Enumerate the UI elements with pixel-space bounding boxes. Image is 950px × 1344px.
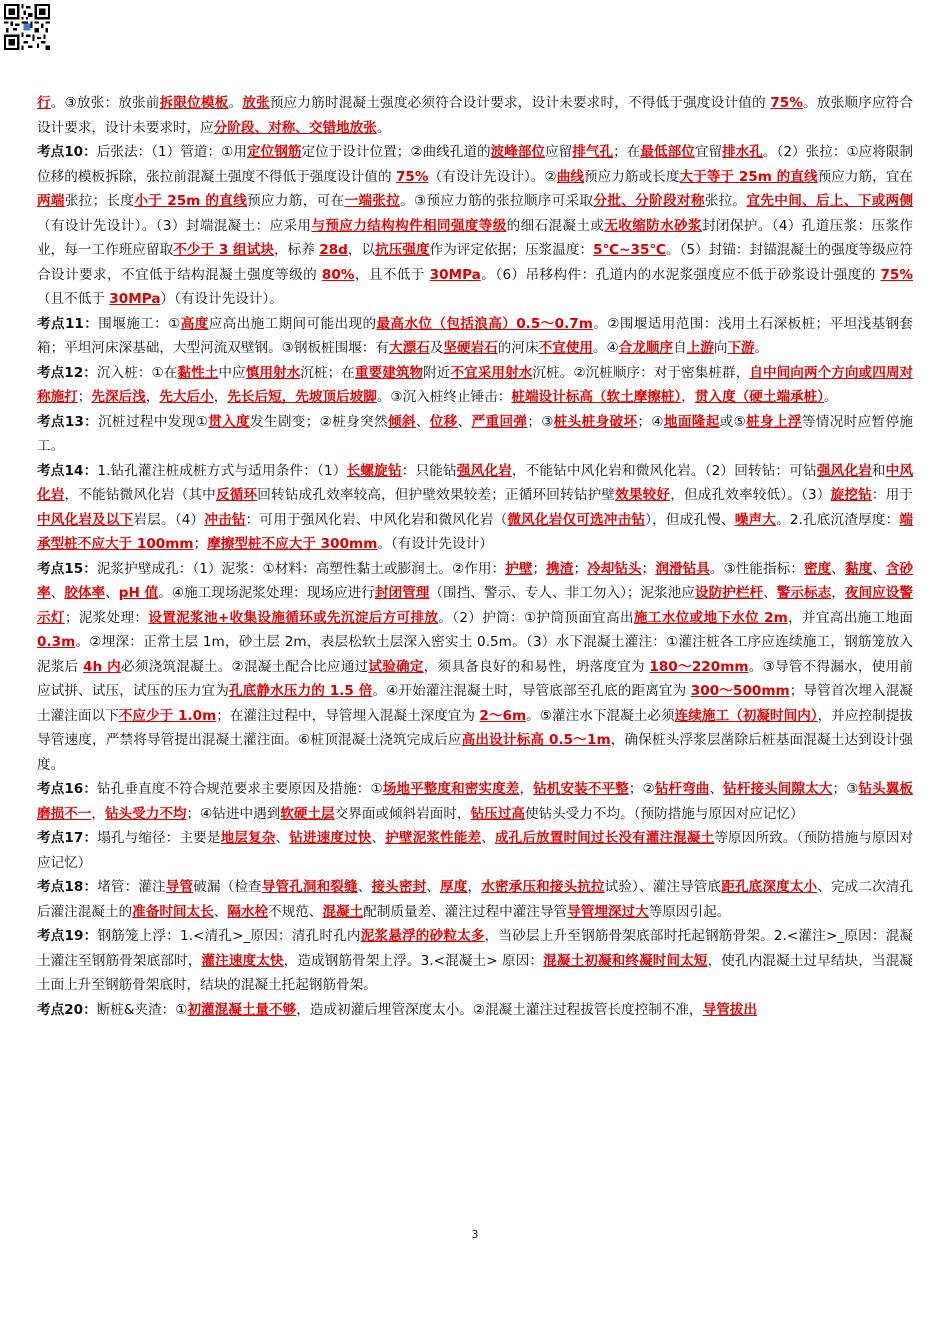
text-run: 的河床: [497, 340, 539, 356]
text-run: 泥浆护壁成孔：（1）泥浆：①材料：高塑性黏土或膨润土。②作用：: [96, 560, 506, 577]
text-run: 沉入桩：①在: [96, 364, 178, 381]
key-phrase: 排水孔: [722, 144, 763, 160]
text-run: 向: [713, 340, 728, 356]
text-run: 宜留: [694, 144, 723, 160]
text-run: ，但成孔效率较低）。（3）: [670, 487, 831, 503]
text-run: ，: [681, 389, 695, 405]
text-run: （有设计先设计）。②: [428, 168, 557, 185]
text-run: 、: [481, 830, 495, 846]
text-run: 。放张顺序应符合设计要求，设计未要求时，应: [37, 95, 914, 136]
point-label: 考点20：: [37, 1001, 97, 1018]
key-phrase: pH 值: [118, 585, 159, 601]
text-run: 。④: [592, 340, 619, 356]
key-phrase: 黏性土: [177, 364, 219, 381]
key-phrase: 先大后小: [159, 389, 214, 405]
text-run: ；: [193, 536, 208, 552]
text-run: 。⑤灌注水下混凝土必须: [526, 707, 675, 724]
key-phrase: 2～6m: [479, 707, 527, 724]
key-phrase: 严重回弹: [471, 413, 528, 430]
text-run: 。: [754, 340, 769, 356]
key-phrase: 不少于 3 组试块: [173, 242, 274, 258]
key-phrase: 携渣: [546, 560, 574, 577]
text-run: 。（6）吊移构件：孔道内的水泥浆强度应不低于砂浆设计强度的: [480, 266, 881, 283]
text-run: 预应力筋，宜在: [817, 168, 914, 185]
point-label: 考点11：: [37, 315, 99, 332]
key-phrase: 中风化岩及以下: [37, 511, 134, 528]
text-run: 中应: [218, 364, 246, 381]
text-run: 预应力筋或长度: [584, 168, 680, 185]
key-phrase: 润滑钻具: [655, 560, 710, 577]
key-phrase: 护壁: [505, 560, 533, 577]
text-run: 。: [376, 119, 391, 136]
paragraph: [37, 459, 913, 557]
key-phrase: 长螺旋钻: [346, 462, 402, 479]
key-phrase: 合龙顺序: [618, 340, 674, 356]
text-run: ；②: [628, 781, 655, 797]
key-phrase: 灌注速度太快: [201, 952, 284, 969]
key-phrase: 导管拔出: [702, 1001, 757, 1018]
text-run: 钢筋笼上浮：1.<清孔>_原因：清孔时孔内: [97, 928, 361, 944]
key-phrase: 高度: [180, 315, 209, 332]
text-run: ，不能钻中风化岩和微风化岩。（2）回转钻：可钻: [511, 462, 817, 479]
text-run: ，: [467, 879, 482, 895]
text-run: 的细石混凝土或: [506, 217, 605, 234]
text-run: 、: [371, 830, 386, 846]
key-phrase: 30MPa: [109, 291, 161, 307]
key-phrase: 30MPa: [429, 266, 481, 283]
key-phrase: 导管: [165, 879, 194, 895]
key-phrase: 钻杆弯曲: [654, 781, 710, 797]
key-phrase: 75%: [770, 95, 803, 111]
key-phrase: 试验确定: [368, 658, 424, 675]
text-run: ：可用于强风化岩、中风化岩和微风化岩（: [245, 511, 508, 528]
text-run: 封闭保护。（4）孔道压浆：压浆作业，每一工作班应留取: [37, 217, 914, 258]
key-phrase: 分批、分阶段对称: [593, 193, 705, 209]
key-phrase: 黏度: [844, 560, 873, 577]
text-run: （围挡、警示、专人、非工勿入）；泥浆池应: [429, 585, 696, 601]
key-phrase: 钻杆接头间隙太大: [723, 781, 833, 797]
paragraph: [37, 361, 913, 410]
key-phrase: 钻进速度过快: [289, 830, 372, 846]
key-phrase: 成孔后放置时间过长没有灌注混凝土: [494, 830, 715, 846]
text-run: ；在: [613, 144, 641, 160]
text-run: 、: [426, 879, 441, 895]
key-phrase: 连续施工（初凝时间内）: [674, 707, 818, 724]
key-phrase: 距孔底深度太小: [721, 879, 818, 895]
key-phrase: 桩头桩身破坏: [553, 413, 638, 430]
key-phrase: 旋挖钻: [830, 487, 872, 503]
key-phrase: 不宜使用: [538, 340, 593, 356]
key-phrase: 下游: [727, 340, 755, 356]
text-run: 沉桩。②沉桩顺序：对于密集桩群，: [532, 364, 750, 381]
paragraph: [37, 875, 913, 924]
key-phrase: 夜间应设警示灯: [37, 585, 914, 626]
paragraph: [37, 557, 913, 778]
point-label: 考点15：: [37, 560, 97, 577]
paragraph: [37, 140, 913, 312]
key-phrase: 隔水栓: [227, 903, 269, 920]
text-run: 。③导管不得漏水，使用前应试拼、试压，试压的压力宜为: [37, 658, 914, 699]
key-phrase: 含砂率: [37, 560, 914, 601]
key-phrase: 波峰部位: [490, 144, 546, 160]
text-run: 。③性能指标：: [709, 560, 804, 577]
key-phrase: 胶体率: [64, 585, 106, 601]
text-run: ；④钻进中遇到: [186, 805, 281, 822]
text-run: 岩层。（4）: [133, 511, 205, 528]
key-phrase: 导管孔洞和裂缝: [261, 879, 358, 895]
text-run: 或⑤: [719, 413, 747, 430]
text-run: 配制质量差、灌注过程中灌注导管: [363, 903, 568, 920]
key-phrase: 孔底静水压力的 1.5 倍: [228, 683, 373, 699]
key-phrase: 最高水位（包括浪高）0.5～0.7m: [376, 315, 593, 332]
text-run: ，不能钻微风化岩（其中: [64, 487, 216, 503]
text-run: 。④开始灌注混凝土时，导管底部至孔底的距离宜为: [372, 683, 691, 699]
text-run: 后张法：（1）管道：①用: [96, 144, 247, 160]
key-phrase: 噪声大: [734, 511, 777, 528]
point-label: 考点10：: [37, 144, 97, 160]
text-run: 破漏（检查: [193, 879, 262, 895]
point-label: 考点13：: [37, 413, 99, 430]
key-phrase: 准备时间太长: [132, 903, 214, 920]
text-run: 使钻头受力不均。（预防措施与原因对应记忆）: [524, 805, 804, 822]
text-run: 张拉；长度: [64, 193, 135, 209]
text-run: ，造成初灌后埋管深度太小。②混凝土灌注过程拔管长度控制不准，: [296, 1001, 703, 1018]
key-phrase: 28d: [319, 242, 348, 258]
key-phrase: 密度: [803, 560, 832, 577]
key-phrase: 一端张拉: [344, 193, 401, 209]
key-phrase: 与预应力结构构件相同强度等级: [311, 217, 507, 234]
key-phrase: 接头密封: [371, 879, 427, 895]
text-run: 。（2）张拉：①应将限制位移的模板拆除，张拉前混凝土强度不得低于强度设计值的: [37, 144, 914, 185]
text-run: ，: [519, 781, 534, 797]
document-body: [37, 91, 913, 1022]
key-phrase: 75%: [395, 168, 429, 185]
key-phrase: 施工水位或地下水位 2m: [633, 609, 788, 626]
text-run: 堵管：灌注: [97, 879, 166, 895]
key-phrase: 钻头受力不均: [104, 805, 187, 822]
paragraph: [37, 91, 913, 140]
text-run: 应高出施工期间可能出现的: [208, 315, 377, 332]
text-run: 预应力筋，可在: [247, 193, 345, 209]
key-phrase: 大于等于 25m 的直线: [679, 168, 818, 185]
key-phrase: 位移: [429, 413, 458, 430]
text-run: 、: [831, 560, 845, 577]
key-phrase: 5℃~35℃: [593, 242, 666, 258]
key-phrase: 水密承压和接头抗拉: [481, 879, 605, 895]
key-phrase: 排气孔: [572, 144, 614, 160]
key-phrase: 抗压强度: [375, 242, 430, 258]
text-run: 、: [872, 560, 886, 577]
key-phrase: 贯入度（硬土端承桩）: [694, 389, 825, 405]
key-phrase: 无收缩防水砂浆: [604, 217, 702, 234]
text-run: 、: [105, 585, 119, 601]
key-phrase: 大漂石: [389, 340, 430, 356]
text-run: 。（5）封锚：封锚混凝土的强度等级应符合设计要求，不宜低于结构混凝土强度等级的: [37, 242, 914, 283]
key-phrase: 钻压过高: [470, 805, 525, 822]
key-phrase: 最低部位: [640, 144, 695, 160]
key-phrase: 宜先中间、后上、下或两侧: [746, 193, 914, 209]
text-run: ；: [641, 560, 656, 577]
text-run: 、: [213, 903, 228, 920]
key-phrase: 桩端设计标高（软土摩擦桩）: [511, 389, 682, 405]
key-phrase: 分阶段、对称、交错地放张: [213, 119, 377, 136]
key-phrase: 强风化岩: [456, 462, 512, 479]
key-phrase: 75%: [880, 266, 913, 283]
text-run: 交界面或倾斜岩面时，: [334, 805, 471, 822]
text-run: ；③: [527, 413, 554, 430]
key-phrase: 微风化岩仅可选冲击钻: [507, 511, 646, 528]
text-run: ，造成钢筋骨架上浮。3.<混凝土> 原因：: [283, 952, 544, 969]
key-phrase: 高出设计标高 0.5～1m: [461, 732, 611, 748]
key-phrase: 0.3m: [37, 634, 76, 650]
paragraph: [37, 312, 913, 361]
key-phrase: 护壁泥浆性能差: [385, 830, 482, 846]
text-run: 等原因所致。（预防措施与原因对应记忆）: [37, 830, 914, 871]
key-phrase: 倾斜: [387, 413, 416, 430]
paragraph: [37, 826, 913, 875]
key-phrase: 软硬土层: [280, 805, 335, 822]
paragraph: [37, 777, 913, 826]
key-phrase: 自中间向两个方向或四周对称施打: [37, 364, 914, 405]
key-phrase: 混凝土初凝和终凝时间太短: [543, 952, 708, 969]
text-run: 。（有设计先设计）: [377, 536, 493, 552]
point-label: 考点12：: [37, 364, 97, 381]
text-run: ，须具备良好的和易性，坍落度宜为: [423, 658, 650, 675]
text-run: 等情况时应暂停施工。: [37, 413, 914, 454]
key-phrase: 曲线: [556, 168, 585, 185]
text-run: ；: [532, 560, 547, 577]
point-label: 考点16：: [37, 781, 98, 797]
key-phrase: 泥浆悬浮的砂粒太多: [360, 928, 485, 944]
key-phrase: 不应少于 1.0m: [118, 707, 217, 724]
text-run: ；④: [637, 413, 664, 430]
text-run: 、: [709, 781, 724, 797]
text-run: 不规范、: [268, 903, 323, 920]
key-phrase: 中风化岩: [37, 462, 914, 503]
key-phrase: 180～220mm: [649, 658, 749, 675]
key-phrase: 贯入度: [208, 413, 250, 430]
text-run: 1.钻孔灌注桩成桩方式与适用条件：（1）: [97, 462, 347, 479]
key-phrase: 设置泥浆池+收集设施循环或先沉淀后方可排放: [148, 609, 439, 626]
text-run: 。: [824, 389, 838, 405]
key-phrase: 钻机安装不平整: [533, 781, 629, 797]
text-run: ，: [213, 389, 228, 405]
paragraph: [37, 924, 913, 998]
key-phrase: 地层复杂: [220, 830, 276, 846]
key-phrase: 重要建筑物: [354, 364, 424, 381]
point-label: 考点17：: [37, 830, 98, 846]
text-run: ，并应控制提拔导管速度，严禁将导管提出混凝土灌注面。⑥桩顶混凝土浇筑完成后应: [37, 707, 913, 748]
key-phrase: 混凝土: [322, 903, 364, 920]
text-run: ；导管首次埋入混凝土灌注面以下: [37, 683, 913, 724]
key-phrase: 慎用射水: [245, 364, 301, 381]
text-run: 。②埋深：正常土层 1m，砂土层 2m，表层松软土层深入密实土 0.5m。（3）水下混凝土灌注：①灌注桩各工序应连续施工，钢筋笼放入泥浆后: [37, 634, 913, 675]
text-run: ，并宜高出施工地面: [787, 609, 914, 626]
text-run: 、: [763, 585, 777, 601]
qr-code-image: [4, 4, 50, 50]
text-run: ，确保桩头浮浆层凿除后桩基面混凝土达到设计强度。: [37, 732, 914, 773]
key-phrase: 导管埋深过大: [567, 903, 649, 920]
text-run: ，当砂层上升至钢筋骨架底部时托起钢筋骨架。2.<灌注>_原因：混凝土灌注至钢筋骨架底部时，: [37, 928, 914, 969]
text-run: 试验）、灌注导管底: [604, 879, 722, 895]
text-run: ，: [145, 389, 160, 405]
paragraph: [37, 410, 913, 459]
text-run: 必须浇筑混凝土。②混凝土配合比应通过: [120, 658, 369, 675]
key-phrase: 上游: [686, 340, 714, 356]
text-run: 。③沉入桩终止锤击：: [376, 389, 512, 405]
text-run: 定位于设计位置；②曲线孔道的: [301, 144, 491, 160]
key-phrase: 300～500mm: [690, 683, 790, 699]
text-run: 、完成二次清孔后灌注混凝土的: [37, 879, 914, 920]
text-run: （有设计先设计）。（3）封端混凝土：应采用: [37, 217, 312, 234]
key-phrase: 小于 25m 的直线: [134, 193, 248, 209]
text-run: 断桩&夹渣：①: [96, 1001, 188, 1018]
key-phrase: 设防护栏杆: [695, 585, 764, 601]
text-run: 沉桩；在: [300, 364, 355, 381]
key-phrase: 摩擦型桩不应大于 300mm: [207, 536, 378, 552]
text-run: 沉桩过程中发现①: [98, 413, 209, 430]
text-run: 等原因引起。: [648, 903, 731, 920]
text-run: 围堰施工：①: [98, 315, 181, 332]
key-phrase: 两端: [37, 193, 65, 209]
text-run: ，: [91, 805, 105, 822]
text-run: 、: [357, 879, 372, 895]
text-run: ；在灌注过程中，导管埋入混凝土深度宜为: [216, 707, 480, 724]
key-phrase: 钻头翼板磨损不一: [37, 781, 914, 822]
text-run: 。③放张：放张前: [50, 95, 160, 111]
key-phrase: 端承型桩不应大于 100mm: [37, 511, 914, 552]
key-phrase: 地面隆起: [663, 413, 720, 430]
key-phrase: 效果较好: [615, 487, 671, 503]
key-phrase: 封闭管理: [374, 585, 430, 601]
text-run: ，以: [347, 242, 376, 258]
text-run: 。: [228, 95, 243, 111]
key-phrase: 80%: [321, 266, 355, 283]
text-run: 。②围堰适用范围：浅用土石深板桩；平坦浅基钢套箱；平坦河床深基础，大型河流双壁钢。③钢板桩围堰：有: [37, 315, 914, 356]
text-run: 。（2）护筒：①护筒顶面宜高出: [438, 609, 634, 626]
text-run: ：用于: [871, 487, 914, 503]
key-phrase: 冷却钻头: [587, 560, 642, 577]
text-run: 、: [50, 585, 65, 601]
key-phrase: 强风化岩: [816, 462, 872, 479]
paragraph: [37, 998, 913, 1023]
text-run: ，: [831, 585, 845, 601]
text-run: 张拉。: [704, 193, 747, 209]
key-phrase: 警示标志: [776, 585, 832, 601]
text-run: ；: [77, 389, 92, 405]
text-run: 。③预应力筋的张拉顺序可采取: [400, 193, 594, 209]
text-run: ：只能钻: [401, 462, 457, 479]
key-phrase: 场地平整度和密实度差: [382, 781, 520, 797]
key-phrase: 桩身上浮: [746, 413, 802, 430]
key-phrase: 厚度: [440, 879, 468, 895]
point-label: 考点14：: [37, 462, 98, 479]
text-run: 作为评定依据；压浆温度：: [429, 242, 594, 258]
key-phrase: 先深后浅: [91, 389, 146, 405]
text-run: 、: [275, 830, 290, 846]
key-phrase: 冲击钻: [204, 511, 246, 528]
text-run: ）（有设计先设计）。: [160, 291, 283, 307]
text-run: 塌孔与缩径：主要是: [97, 830, 221, 846]
point-label: 考点19：: [37, 928, 98, 944]
key-phrase: 先长后短，先坡顶后坡脚: [227, 389, 377, 405]
key-phrase: 拆限位模板: [159, 95, 229, 111]
text-run: 及: [429, 340, 444, 356]
text-run: ；泥浆处理：: [64, 609, 149, 626]
key-phrase: 放张: [242, 95, 270, 111]
key-phrase: 定位钢筋: [246, 144, 302, 160]
text-run: 。2.孔底沉渣厚度：: [776, 511, 900, 528]
text-run: ，且不低于: [354, 266, 430, 283]
text-run: ，使孔内混凝土过早结块，当混凝土面上升至钢筋骨架底时，结块的混凝土托起钢筋骨架。: [37, 952, 914, 993]
key-phrase: 坚硬岩石: [443, 340, 498, 356]
text-run: 应留: [545, 144, 573, 160]
text-run: ；: [573, 560, 588, 577]
page-number: 3: [471, 1228, 479, 1241]
text-run: 自: [673, 340, 687, 356]
key-phrase: 4h 内: [83, 658, 121, 675]
text-run: 钻孔垂直度不符合规范要求主要原因及措施：①: [97, 781, 383, 797]
key-phrase: 行: [37, 95, 51, 111]
text-run: ，标养: [273, 242, 320, 258]
text-run: 、: [415, 413, 430, 430]
key-phrase: 反循环: [215, 487, 258, 503]
text-run: 。④施工现场泥浆处理：现场应进行: [158, 585, 375, 601]
text-run: ；③: [832, 781, 859, 797]
text-run: 、: [457, 413, 472, 430]
key-phrase: 初灌混凝土量不够: [187, 1001, 297, 1018]
key-phrase: 不宜采用射水: [450, 364, 533, 381]
text-run: 预应力筋时混凝土强度必须符合设计要求，设计未要求时，不得低于强度设计值的: [269, 95, 771, 111]
point-label: 考点18：: [37, 879, 98, 895]
text-run: 和: [871, 462, 886, 479]
text-run: ），但成孔慢、: [645, 511, 735, 528]
text-run: （且不低于: [37, 291, 110, 307]
text-run: 发生剧变；②桩身突然: [249, 413, 388, 430]
text-run: 附近: [423, 364, 451, 381]
text-run: 回转钻成孔效率较高，但护壁效果较差；正循环回转钻护壁: [257, 487, 616, 503]
